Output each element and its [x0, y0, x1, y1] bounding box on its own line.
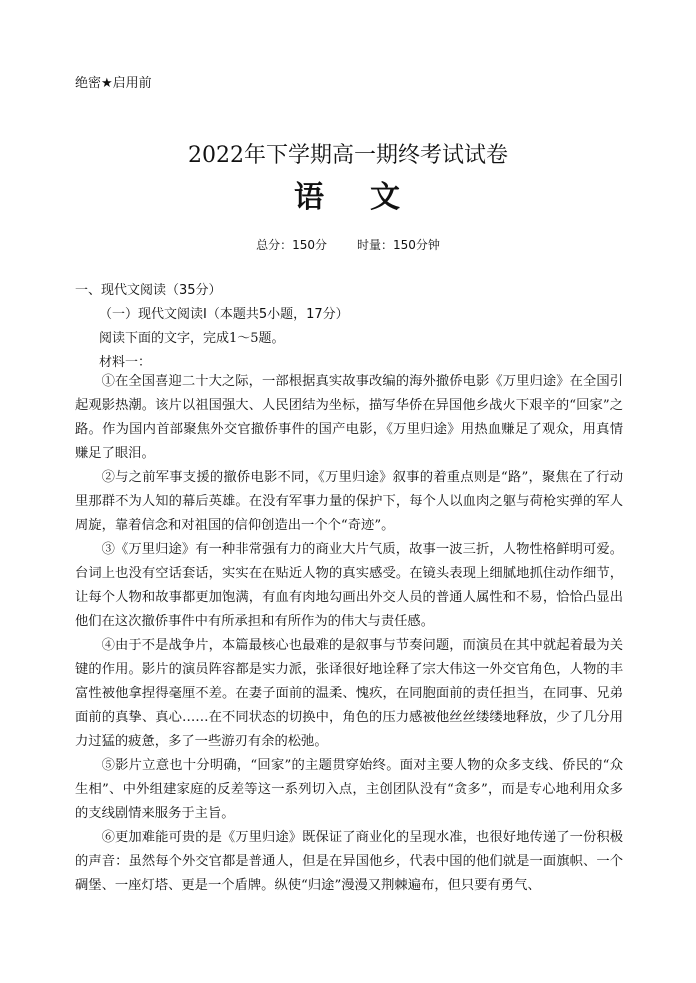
exam-meta: [0, 236, 696, 253]
subject-char-1: 语: [294, 180, 326, 215]
section-heading: 一、现代文阅读（35分）: [75, 283, 222, 298]
paragraph: ②与之前军事支援的撤侨电影不同，《万里归途》叙事的着重点则是“路”，聚焦在了行动里那群不为人知的幕后英雄。在没有军事力量的保护下，每个人以血肉之躯与荷枪实弹的军人周旋，靠着信念和对祖国的信仰创造出一个个“奇迹”。: [75, 470, 623, 533]
subsection-heading: （一）现代文阅读Ⅰ（本题共5小题，17分）: [99, 307, 349, 322]
subject-char-2: 文: [370, 180, 402, 215]
paragraph: ⑤影片立意也十分明确，“回家”的主题贯穿始终。面对主要人物的众多支线、侨民的“众生相”、中外组建家庭的反差等这一系列切入点，主创团队没有“贪多”，而是专心地利用众多的支线剧情来服务于主旨。: [75, 758, 623, 821]
confidential-label: 绝密★启用前: [75, 76, 152, 91]
reading-instruction: 阅读下面的文字，完成1～5题。: [99, 331, 285, 346]
exam-title: 2022年下学期高一期终考试试卷: [188, 143, 508, 168]
material-label: 材料一：: [99, 355, 152, 370]
subject-title: [0, 172, 696, 216]
time-limit: 时量：150分钟: [357, 238, 440, 252]
total-score: 总分：150分: [256, 238, 327, 252]
paragraph: ⑥更加难能可贵的是《万里归途》既保证了商业化的呈现水准，也很好地传递了一份积极的声音：虽然每个外交官都是普通人，但是在异国他乡，代表中国的他们就是一面旗帜、一个碉堡、一座灯塔、更是一个盾牌。纵使“归途”漫漫又荆棘遍布，但只要有勇气、: [75, 830, 623, 893]
material-body: [75, 370, 623, 898]
paragraph: ①在全国喜迎二十大之际，一部根据真实故事改编的海外撤侨电影《万里归途》在全国引起观影热潮。该片以祖国强大、人民团结为坐标，描写华侨在异国他乡战火下艰辛的“回家”之路。作为国内首部聚焦外交官撤侨事件的国产电影，《万里归途》用热血赚足了观众，用真情赚足了眼泪。: [75, 374, 623, 461]
paragraph: ③《万里归途》有一种非常强有力的商业大片气质，故事一波三折，人物性格鲜明可爱。台词上也没有空话套话，实实在在贴近人物的真实感受。在镜头表现上细腻地抓住动作细节，让每个人物和故事都更加饱满，有血有肉地勾画出外交人员的普通人属性和不易，恰恰凸显出他们在这次撤侨事件中有所承担和有所作为的伟大与责任感。: [75, 542, 623, 629]
paragraph: ④由于不是战争片，本篇最核心也最难的是叙事与节奏问题，而演员在其中就起着最为关键的作用。影片的演员阵容都是实力派，张译很好地诠释了宗大伟这一外交官角色，人物的丰富性被他拿捏得毫厘不差。在妻子面前的温柔、愧疚，在同胞面前的责任担当，在同事、兄弟面前的真挚、真心……在不同状态的切换中，角色的压力感被他丝丝缕缕地释放，少了几分用力过猛的疲惫，多了一些游刃有余的松弛。: [75, 638, 623, 749]
